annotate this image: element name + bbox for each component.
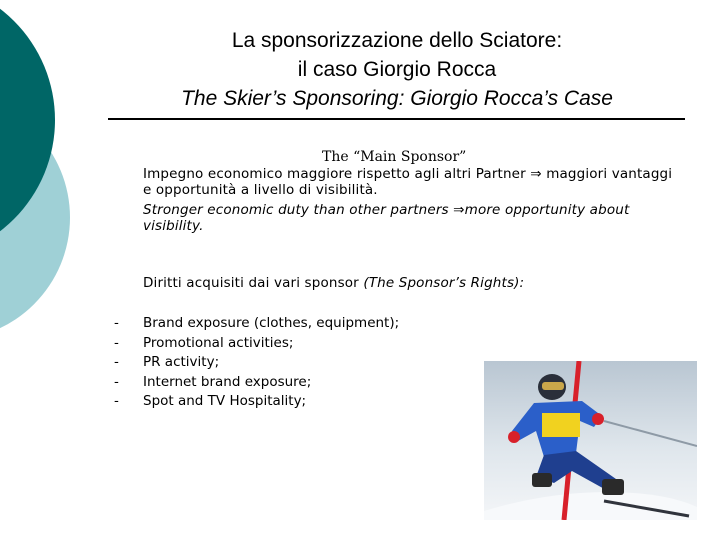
dash-bullet-icon: - [114, 373, 119, 390]
skier-illustration [484, 361, 697, 520]
main-sponsor-heading: The “Main Sponsor” [322, 149, 467, 165]
rights-item-text: PR activity; [143, 354, 220, 370]
ski-boot-right [602, 479, 624, 495]
rights-list-item [114, 334, 399, 354]
description-english-part2: more opportunity about visibility. [143, 202, 630, 234]
title-line-english: The Skier’s Sponsoring: Giorgio Rocca’s Case [181, 87, 613, 110]
skier-goggles [542, 382, 564, 390]
rights-list-item [114, 373, 399, 393]
skier-glove-right [592, 413, 604, 425]
slide-title [110, 26, 684, 113]
dash-bullet-icon: - [114, 393, 119, 409]
main-sponsor-description-italian [143, 167, 678, 198]
rights-item-text: Spot and TV Hospitality; [143, 393, 307, 409]
description-english-part1: Stronger economic duty than other partners [143, 202, 454, 218]
description-italian-part2: maggiori vantaggi e opportunità a livello di visibilità. [143, 166, 673, 198]
implies-arrow-icon: ⇒ [530, 166, 542, 182]
title-line-italian-2: il caso Giorgio Rocca [297, 58, 497, 81]
dash-bullet-icon: - [114, 315, 119, 331]
rights-item-text: Brand exposure (clothes, equipment); [143, 315, 400, 331]
implies-arrow-icon: ⇒ [453, 202, 465, 218]
main-sponsor-description-english [143, 203, 678, 234]
rights-list-item [114, 392, 399, 412]
skier-glove-left [508, 431, 520, 443]
rights-intro-english: (The Sponsor’s Rights): [363, 275, 525, 291]
rights-intro-italian: Diritti acquisiti dai vari sponsor [143, 275, 364, 291]
title-divider [108, 118, 685, 120]
dash-bullet-icon: - [114, 354, 119, 370]
description-italian-part1: Impegno economico maggiore rispetto agli altri Partner [143, 166, 531, 182]
rights-item-text: Promotional activities; [143, 334, 294, 351]
rights-list-item [114, 353, 399, 373]
race-bib [542, 413, 580, 437]
skier-photo [484, 361, 697, 520]
ski-boot-left [532, 473, 552, 487]
rights-item-text: Internet brand exposure; [143, 373, 312, 390]
sponsor-rights-list [114, 314, 399, 412]
dash-bullet-icon: - [114, 334, 119, 351]
title-line-italian-1: La sponsorizzazione dello Sciatore: [231, 29, 563, 52]
sponsor-rights-intro [143, 276, 663, 292]
rights-list-item [114, 314, 399, 334]
